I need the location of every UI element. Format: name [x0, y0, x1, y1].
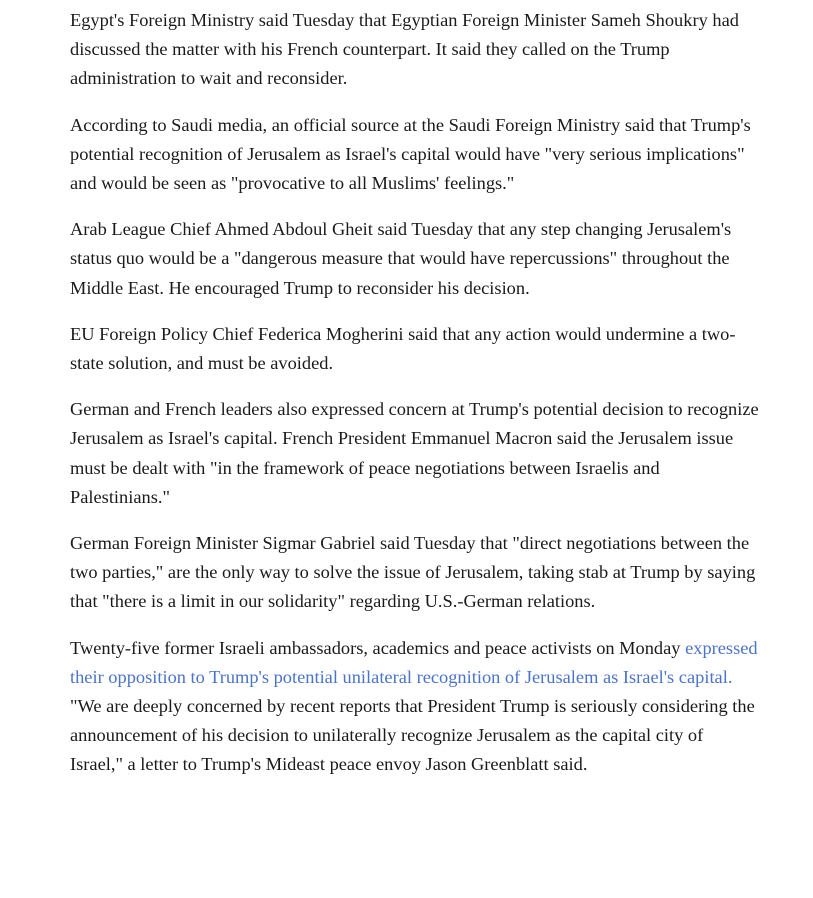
paragraph-text-after-link: "We are deeply concerned by recent reports that President Trump is seriously considering the announcement of his decision to unilaterally recognize Jerusalem as the capital city of Israel," a letter to Trump's Mideast peace envoy Jason Greenblatt said. [70, 696, 755, 775]
paragraph-german-french: German and French leaders also expressed concern at Trump's potential decision to recognize Jerusalem as Israel's capital. French President Emmanuel Macron said the Jerusalem issue must be dealt with "in the framework of peace negotiations between Israelis and Palestinians." [70, 399, 759, 507]
paragraph-eu: EU Foreign Policy Chief Federica Mogherini said that any action would undermine a two-state solution, and must be avoided. [70, 323, 736, 374]
article-body [70, 6, 760, 797]
paragraph-text-before-link: Twenty-five former Israeli ambassadors, academics and peace activists on Monday [70, 637, 686, 658]
paragraph-egypt: Egypt's Foreign Ministry said Tuesday that Egyptian Foreign Minister Sameh Shoukry had discussed the matter with his French counterpart. It said they called on the Trump administration to wait and reconsider. [70, 10, 739, 89]
paragraph-arab-league: Arab League Chief Ahmed Abdoul Gheit said Tuesday that any step changing Jerusalem's status quo would be a "dangerous measure that would have repercussions" throughout the Middle East. He encouraged Trump to reconsider his decision. [70, 219, 732, 298]
paragraph-saudi: According to Saudi media, an official source at the Saudi Foreign Ministry said that Trump's potential recognition of Jerusalem as Israel's capital would have "very serious implications" and would be seen as "provocative to all Muslims' feelings." [70, 114, 751, 194]
paragraph-gabriel: German Foreign Minister Sigmar Gabriel said Tuesday that "direct negotiations between the two parties," are the only way to solve the issue of Jerusalem, taking stab at Trump by saying that "there is a limit in our solidarity" regarding U.S.-German relations. [70, 533, 756, 612]
opposition-link[interactable]: expressed their opposition to Trump's potential unilateral recognition of Jerusalem as Israel's capital. [70, 637, 758, 687]
paragraph-israeli-ambassadors [70, 634, 760, 780]
